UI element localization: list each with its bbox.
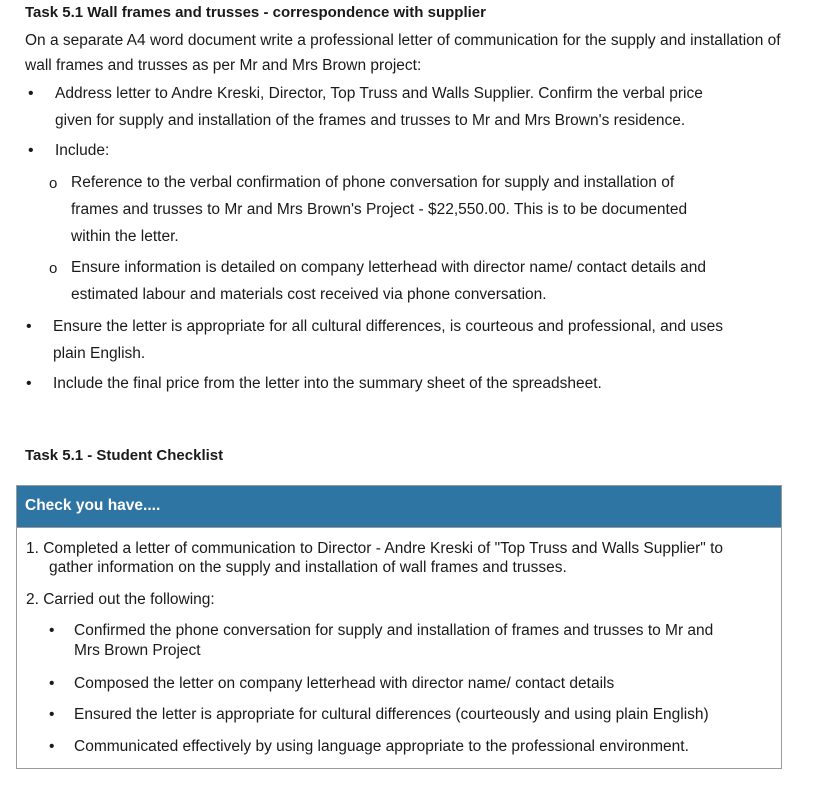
bullet-marker: • xyxy=(28,85,34,102)
checklist-item-1-line: gather information on the supply and installation of wall frames and trusses. xyxy=(49,559,567,576)
checklist-sub-item-line: Ensured the letter is appropriate for cultural differences (courteously and using plain English) xyxy=(74,706,709,723)
list-item-line: within the letter. xyxy=(71,228,179,245)
checklist-title: Task 5.1 - Student Checklist xyxy=(25,447,224,464)
sub-bullet-marker: o xyxy=(49,175,58,192)
list-item-line: Ensure the letter is appropriate for all cultural differences, is courteous and professional, and uses xyxy=(53,318,724,335)
checklist-sub-item-line: Communicated effectively by using language appropriate to the professional environment. xyxy=(74,738,689,755)
checklist-sub-bullet: • xyxy=(49,738,55,755)
checklist-sub-bullet: • xyxy=(49,622,55,639)
list-item-line: plain English. xyxy=(53,345,146,362)
sub-bullet-marker: o xyxy=(49,260,58,277)
task-title: Task 5.1 Wall frames and trusses - correspondence with supplier xyxy=(25,4,486,21)
checklist-item-2: 2. Carried out the following: xyxy=(26,591,215,608)
checklist-sub-bullet: • xyxy=(49,706,55,723)
bullet-marker: • xyxy=(26,318,32,335)
list-item-line: Address letter to Andre Kreski, Director, Top Truss and Walls Supplier. Confirm the verbal price xyxy=(55,85,703,102)
checklist-table xyxy=(16,485,782,769)
bullet-marker: • xyxy=(28,142,34,159)
list-item-line: estimated labour and materials cost received via phone conversation. xyxy=(71,286,547,303)
checklist-sub-item-line: Mrs Brown Project xyxy=(74,642,201,659)
bullet-marker: • xyxy=(26,375,32,392)
checklist-sub-item-line: Confirmed the phone conversation for supply and installation of frames and trusses to Mr and xyxy=(74,622,714,639)
checklist-sub-item-line: Composed the letter on company letterhead with director name/ contact details xyxy=(74,675,615,692)
list-item-line: frames and trusses to Mr and Mrs Brown's Project - $22,550.00. This is to be documented xyxy=(71,201,688,218)
checklist-sub-bullet: • xyxy=(49,675,55,692)
checklist-header xyxy=(17,486,781,528)
list-item-line: Reference to the verbal confirmation of phone conversation for supply and installation of xyxy=(71,174,675,191)
list-item-line: Ensure information is detailed on company letterhead with director name/ contact details and xyxy=(71,259,706,276)
checklist-item-1-line: 1. Completed a letter of communication to Director - Andre Kreski of "Top Truss and Walls Supplier" to xyxy=(26,540,724,557)
task-intro: On a separate A4 word document write a professional letter of communication for the supply and installation of wall frames and trusses as per Mr and Mrs Brown project: xyxy=(25,32,781,74)
list-item-line: Include the final price from the letter into the summary sheet of the spreadsheet. xyxy=(53,375,602,392)
list-item-line: given for supply and installation of the frames and trusses to Mr and Mrs Brown's residence. xyxy=(55,112,686,129)
list-item-line: Include: xyxy=(55,142,110,159)
checklist-header-text: Check you have.... xyxy=(25,497,161,514)
